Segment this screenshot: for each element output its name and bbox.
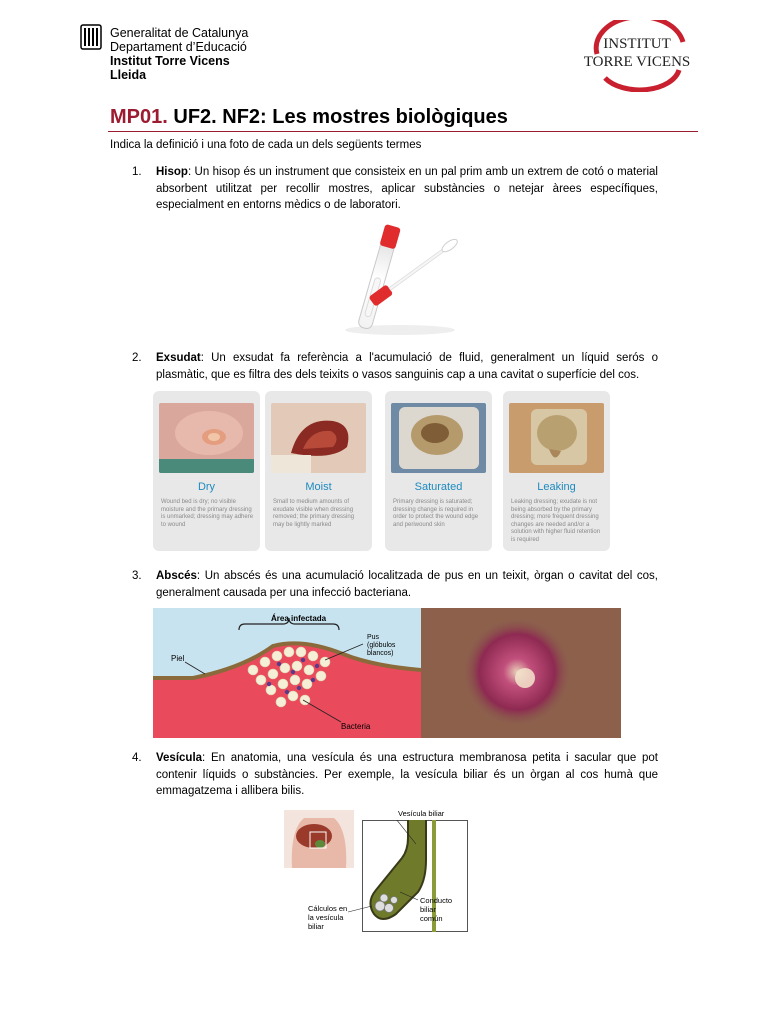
pus-label-line-1: Pus	[367, 634, 380, 641]
exudate-card-saturated	[385, 391, 492, 551]
pus-label-line-2: (glóbulos	[367, 642, 396, 649]
pus-label-line-3: blancos)	[367, 650, 394, 657]
dry-wound-photo	[159, 403, 254, 473]
saturated-wound-photo	[391, 403, 486, 473]
card-description: Primary dressing is saturated; dressing change is required in order to protect the wound edge and periwound skin	[393, 499, 479, 528]
gallbladder-leader-lines	[300, 880, 440, 920]
item-definition: : Un abscés és una acumulació localitzada de pus en un teixit, òrgan o cavitat del cos, generalment causada per una infecció bacteriana.	[156, 570, 658, 599]
card-label: Moist	[305, 481, 332, 493]
bacteria-label: Bacteria	[341, 722, 371, 731]
item-absces	[110, 568, 658, 602]
card-label: Dry	[197, 481, 216, 493]
institut-logo	[575, 20, 705, 92]
item-number: 4.	[132, 752, 142, 764]
swab-image	[330, 220, 462, 338]
item-definition: : Un exsudat fa referència a l'acumulació de fluid, generalment un líquid serós o plasmàtic, que es filtra des dels teixits o vasos sanguinis cap a una cavitat o superfície del cos.	[156, 352, 658, 381]
item-term: Hisop	[156, 166, 188, 178]
exudate-card-dry	[153, 391, 260, 551]
card-description: Wound bed is dry; no visible moisture and the primary dressing is unmarked; dressing may adhere to wound	[161, 499, 254, 528]
title-rule	[108, 131, 698, 132]
item-hisop	[110, 164, 658, 214]
card-description: Small to medium amounts of exudate visible when dressing removed; the primary dressing may be lightly marked	[273, 499, 355, 528]
item-term: Exsudat	[156, 352, 201, 364]
vesicula-label: Vesícula biliar	[398, 809, 445, 818]
skin-label: Piel	[171, 654, 185, 663]
card-label: Saturated	[414, 481, 463, 493]
item-number: 1.	[132, 166, 142, 178]
area-label: Área infectada	[271, 614, 327, 623]
moist-wound-photo	[271, 403, 366, 473]
exudate-card-moist	[265, 391, 372, 551]
item-number: 2.	[132, 352, 142, 364]
org-line-2: Departament d’Educació	[110, 40, 247, 54]
logo-text-1: INSTITUT	[603, 36, 671, 52]
page-title	[110, 106, 508, 129]
item-term: Vesícula	[156, 752, 203, 764]
logo-text-2: TORRE VICENS	[583, 54, 691, 70]
pus-label	[367, 634, 395, 658]
card-label: Leaking	[537, 481, 576, 493]
stones-label-line-3: biliar	[308, 922, 324, 931]
abscess-diagram	[153, 608, 421, 738]
abscess-photo	[421, 608, 621, 738]
exudate-card-leaking	[503, 391, 610, 551]
duct-label-line-1: Conducto	[420, 896, 453, 905]
item-exsudat	[110, 350, 658, 384]
torso-thumbnail	[284, 810, 354, 868]
stones-label-line-1: Cálculos en	[308, 904, 348, 913]
school-line: Institut Torre Vicens	[110, 54, 230, 68]
city-line: Lleida	[110, 68, 147, 82]
title-rest: UF2. NF2: Les mostres biològiques	[173, 106, 508, 128]
org-line-1: Generalitat de Catalunya	[110, 26, 249, 40]
item-term: Abscés	[156, 570, 197, 582]
intro-text: Indica la definició i una foto de cada un dels següents termes	[110, 139, 422, 151]
item-definition: : Un hisop és un instrument que consisteix en un pal prim amb un extrem de cotó o material absorbent utilitzat per recollir mostres, aplicar substàncies o netejar àrees específiques, especialment en entorns mèdics o de laboratori.	[156, 166, 658, 211]
item-definition: : En anatomia, una vesícula és una estructura membranosa petita i sacular que pot contenir líquids o substàncies. Per exemple, la vesícula biliar és un òrgan al cos humà que emmagatzema i allibera bilis.	[156, 752, 658, 797]
duct-label-line-3: común	[420, 914, 443, 923]
leaking-wound-photo	[509, 403, 604, 473]
duct-label-line-2: biliar	[420, 905, 436, 914]
generalitat-logo	[80, 24, 102, 52]
title-code: MP01.	[110, 106, 168, 128]
stones-label-line-2: la vesícula	[308, 913, 344, 922]
card-description: Leaking dressing; exudate is not being absorbed by the primary dressing; more frequent dressing changes are needed and/or a solution with higher fluid retention is required	[511, 499, 601, 543]
item-vesicula	[110, 750, 658, 800]
item-number: 3.	[132, 570, 142, 582]
